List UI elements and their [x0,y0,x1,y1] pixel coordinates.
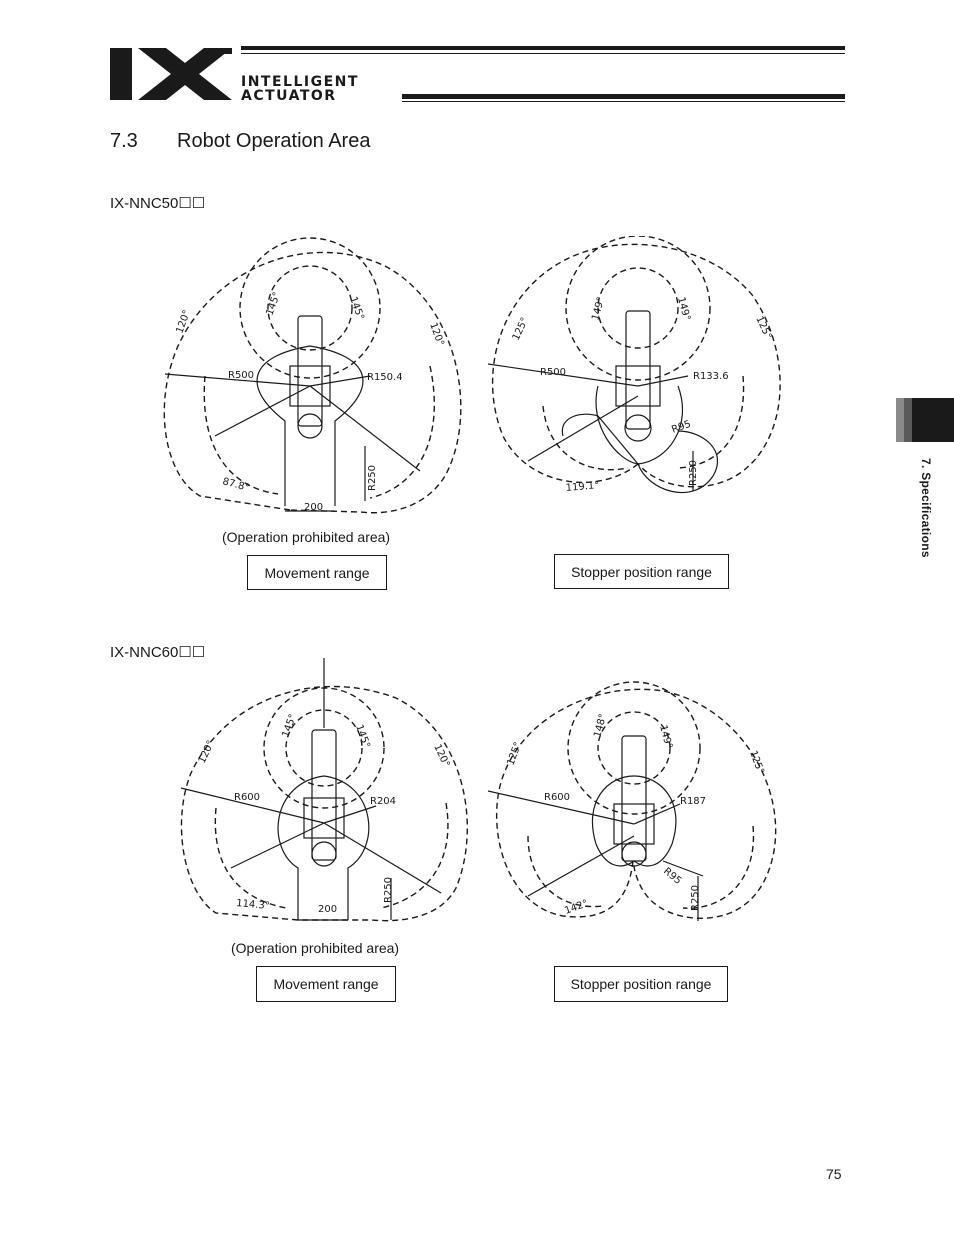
header-rule [241,46,845,50]
stopper60-r-side: R250 [690,884,701,911]
header-rule-lower [402,94,845,99]
movement-range-label-2: Movement range [256,966,396,1002]
header-rule-thin [241,53,845,54]
dim60-r-inner: R204 [370,796,397,807]
side-tab-shade-light [896,398,904,442]
dim-angle-bottom: 87.8° [221,476,251,494]
header-rule-lower-thin [402,101,845,102]
stopper60-r-small: R95 [661,865,684,887]
side-tab-shade-dark [904,398,912,442]
dim60-r-side: R250 [383,876,394,903]
dim-angle-arm-right: 145° [347,295,366,322]
stopper-angle-arm-right: 149° [675,295,692,323]
logo-line-2: ACTUATOR [241,88,337,104]
stopper-angle-left-upper: 125° [510,315,531,343]
movement-range-diagram-nnc50 [160,236,470,521]
stopper60-angle-right-upper: 125° [747,749,766,776]
dim60-angle-right-upper: 120° [431,742,452,770]
model-label-nnc60: IX-NNC60☐☐ [110,644,206,661]
stopper-range-label-1: Stopper position range [554,554,729,589]
side-tab [912,398,954,442]
stopper-range-diagram-nnc50 [488,236,794,501]
dim60-angle-arm-right: 145° [353,723,372,750]
stopper60-r-inner: R187 [680,796,707,807]
dim-r-side: R250 [367,464,378,491]
page-number: 75 [826,1166,842,1182]
movement-range-label-1: Movement range [247,555,387,590]
stopper-angle-arm-left: 149° [590,295,608,322]
dim-angle-right-upper: 120° [427,321,446,348]
dim60-angle-bottom: 114.3° [235,898,271,912]
stopper60-angle-arm-right: 149° [657,723,674,751]
dim60-angle-left-upper: 120° [196,738,217,766]
stopper-angle-bottom: 119.1° [565,480,600,494]
section-number: 7.3 [110,130,138,152]
stopper60-angle-left-upper: 125° [505,740,525,768]
dim-r-inner: R150.4 [367,372,403,383]
prohibited-area-caption-2: (Operation prohibited area) [231,940,400,956]
logo-wordmark [241,75,359,103]
model-label-nnc50: IX-NNC50☐☐ [110,195,206,212]
side-tab-label: 7. Specifications [919,458,933,558]
section-title: Robot Operation Area [177,130,371,152]
dim60-width: 200 [318,904,338,915]
stopper-range-label-2: Stopper position range [554,966,728,1002]
dim60-angle-arm-left: 145° [280,712,300,740]
stopper-r-inner: R133.6 [693,371,729,382]
stopper-r-outer: R500 [540,367,567,378]
movement-range-diagram-nnc60 [176,658,474,930]
dim-width: 200 [304,502,324,513]
stopper60-angle-bottom: 142° [563,898,590,917]
dim-angle-left-upper: 120° [174,308,194,336]
stopper60-r-outer: R600 [544,792,571,803]
dim60-r-outer: R600 [234,792,261,803]
stopper-r-small: R95 [670,418,693,436]
dim-r-outer: R500 [228,370,255,381]
dim-angle-arm-left: 145° [264,290,284,318]
prohibited-area-caption-1: (Operation prohibited area) [222,529,391,545]
ix-logo [110,46,232,102]
stopper-r-side: R250 [688,459,699,486]
stopper60-angle-arm-left: 148° [592,712,610,739]
stopper-range-diagram-nnc60 [488,676,788,928]
stopper-angle-right-upper: 125° [753,314,774,342]
logo-line-1: INTELLIGENT [241,74,359,90]
